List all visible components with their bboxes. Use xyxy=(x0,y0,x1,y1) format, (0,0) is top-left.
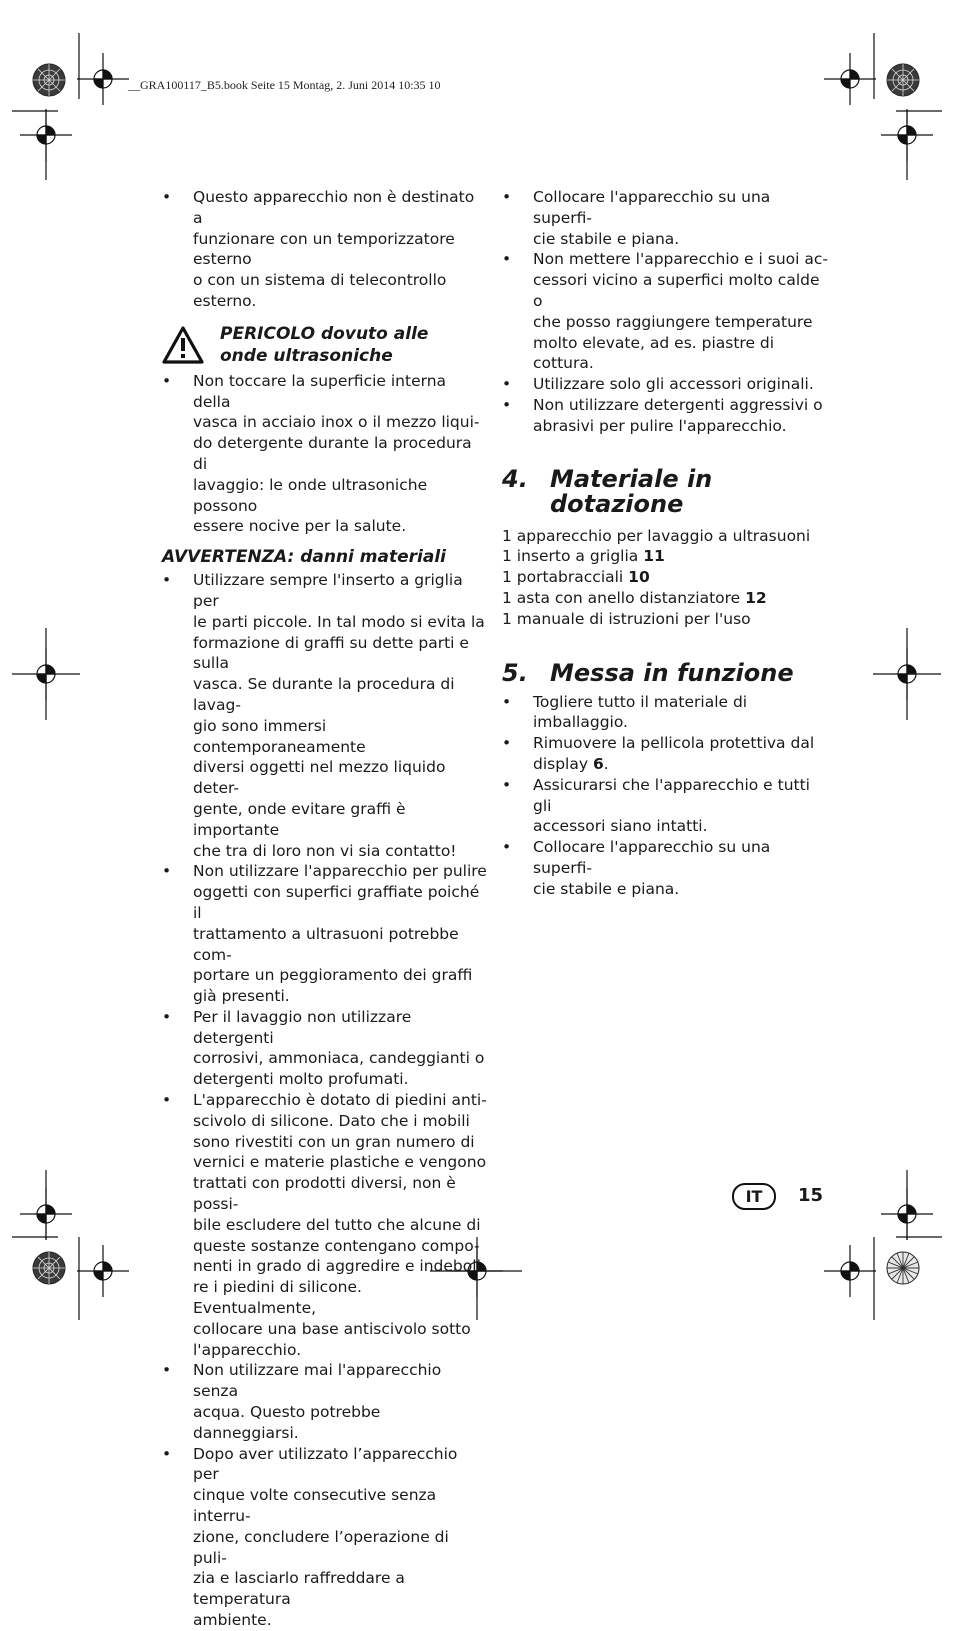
bullet-marker: • xyxy=(502,775,512,794)
bullet-marker: • xyxy=(502,692,512,711)
list-item xyxy=(162,1090,487,1360)
list-item-text: Non utilizzare detergenti aggressivi o abrasivi per pulire l'apparecchio. xyxy=(533,395,823,435)
list-item xyxy=(162,1007,487,1090)
list-item xyxy=(502,733,832,775)
section-title: Materiale in dotazione xyxy=(550,464,713,518)
danger-notice xyxy=(162,323,487,367)
item-text: 1 portabracciali xyxy=(502,568,629,587)
list-item xyxy=(162,187,487,312)
list-item xyxy=(162,570,487,861)
list-item-text xyxy=(533,837,832,899)
bullet-marker: • xyxy=(502,734,512,753)
item-text: 1 apparecchio per lavaggio a ultrasuoni xyxy=(502,526,811,545)
print-header: __GRA100117_B5.book Seite 15 Montag, 2. Juni 2014 10:35 10 xyxy=(128,78,441,92)
list-item xyxy=(162,1444,487,1631)
bullet-marker: • xyxy=(162,571,172,590)
list-item xyxy=(162,861,487,1007)
bullet-marker: • xyxy=(502,395,512,414)
section-title: Messa in funzione xyxy=(550,658,794,687)
list-item-text xyxy=(533,733,832,775)
language-badge: IT xyxy=(732,1183,776,1210)
safety-bullet-list xyxy=(502,187,832,437)
bullet-marker: • xyxy=(502,188,512,206)
bullet-marker: • xyxy=(162,1361,172,1380)
list-item-text: Questo apparecchio non è destinato a funzionare con un temporizzatore esterno o con un sistema di telecontrollo esterno. xyxy=(193,188,475,310)
list-item-text: Dopo aver utilizzato l’apparecchio per cinque volte consecutive senza interru- zione, concludere l’operazione di puli- zia e lasciarlo raffreddare a temperatura ambiente. xyxy=(193,1444,458,1629)
right-column xyxy=(502,187,832,900)
list-item xyxy=(502,609,832,630)
danger-bullet-list xyxy=(162,371,487,537)
list-item xyxy=(502,837,832,899)
warning-bullet-list xyxy=(162,570,487,1631)
list-item-text: Non toccare la superficie interna della vasca in acciaio inox o il mezzo liqui- do detergente durante la procedura di lavaggio: le onde ultrasoniche possono essere nocive per la salute. xyxy=(193,371,480,536)
list-item-text: Non utilizzare l'apparecchio per pulire oggetti con superfici graffiate poiché il trattamento a ultrasuoni potrebbe com- portare un peggioramento dei graffi già presenti. xyxy=(193,862,487,1006)
left-column xyxy=(162,187,487,1631)
list-item xyxy=(502,187,832,249)
item-ref-number: 10 xyxy=(628,568,650,587)
bullet-marker: • xyxy=(162,1091,172,1110)
list-item xyxy=(502,546,832,567)
list-item-text: Non mettere l'apparecchio e i suoi ac- cessori vicino a superfici molto calde o che posso raggiungere temperature molto elevate, ad es. piastre di cottura. xyxy=(533,250,828,373)
warning-heading: AVVERTENZA: danni materiali xyxy=(162,547,446,568)
item-text: Rimuovere la pellicola protettiva dal display xyxy=(533,734,815,773)
intro-bullet-list xyxy=(162,187,487,312)
list-item xyxy=(502,526,832,547)
list-item xyxy=(162,1360,487,1443)
item-text-suffix: . xyxy=(603,754,609,773)
bullet-marker: • xyxy=(162,862,172,881)
bullet-marker: • xyxy=(162,1007,172,1026)
section-number: 4. xyxy=(502,464,528,493)
package-contents-list xyxy=(502,526,832,630)
item-text: 1 asta con anello distanziatore xyxy=(502,588,746,607)
item-text: 1 inserto a griglia xyxy=(502,547,644,566)
item-text: Collocare l'apparecchio su una superfi- cie stabile e piana. xyxy=(533,838,771,898)
item-text: 1 manuale di istruzioni per l'uso xyxy=(502,609,751,628)
list-item xyxy=(162,371,487,537)
bullet-marker: • xyxy=(162,1444,172,1463)
bullet-marker: • xyxy=(502,250,512,269)
danger-title: PERICOLO dovuto alle onde ultrasoniche xyxy=(220,323,429,366)
bullet-marker: • xyxy=(502,838,512,857)
section-number: 5. xyxy=(502,658,528,687)
list-item-text xyxy=(533,692,832,734)
section-4-heading xyxy=(502,464,832,518)
list-item-text xyxy=(533,775,832,837)
item-ref-number: 11 xyxy=(643,547,665,566)
list-item xyxy=(502,249,832,374)
bullet-marker: • xyxy=(162,188,172,206)
list-item-text: Non utilizzare mai l'apparecchio senza acqua. Questo potrebbe danneggiarsi. xyxy=(193,1361,442,1442)
item-text: Assicurarsi che l'apparecchio e tutti gli accessori siano intatti. xyxy=(533,775,810,836)
list-item xyxy=(502,588,832,609)
list-item xyxy=(502,692,832,734)
page-number: 15 xyxy=(798,1185,824,1206)
list-item-text: Utilizzare sempre l'inserto a griglia per le parti piccole. In tal modo si evita la formazione di graffi su dette parti e sulla vasca. Se durante la procedura di lavag- gio sono immersi contemporaneamente diversi oggetti nel mezzo liquido deter- gente, onde evitare graffi è importante che tra di loro non vi sia contatto! xyxy=(193,571,485,860)
warning-triangle-icon xyxy=(162,326,204,364)
list-item-text: Collocare l'apparecchio su una superfi- cie stabile e piana. xyxy=(533,188,771,248)
list-item-text: L'apparecchio è dotato di piedini anti- scivolo di silicone. Dato che i mobili sono rivestiti con un gran numero di vernici e materie plastiche e vengono trattati con prodotti diversi, non è possi- bile escludere del tutto che alcune di queste sostanze contengano compo- nenti in grado di aggredire e indeboli- re i piedini di silicone. Eventualmente, collocare una base antiscivolo sotto l'apparecchio. xyxy=(193,1091,487,1359)
setup-bullet-list xyxy=(502,692,832,900)
bullet-marker: • xyxy=(162,371,172,390)
list-item-text: Utilizzare solo gli accessori originali. xyxy=(533,375,814,394)
list-item xyxy=(502,374,832,395)
list-item-text: Per il lavaggio non utilizzare detergenti corrosivi, ammoniaca, candeggianti o detergenti molto profumati. xyxy=(193,1007,485,1089)
list-item xyxy=(502,395,832,437)
list-item xyxy=(502,567,832,588)
item-ref-number: 6 xyxy=(592,754,604,773)
list-item xyxy=(502,775,832,837)
section-5-heading xyxy=(502,658,832,687)
item-ref-number: 12 xyxy=(745,588,767,607)
item-text: Togliere tutto il materiale di imballaggio. xyxy=(533,692,748,732)
bullet-marker: • xyxy=(502,375,512,394)
